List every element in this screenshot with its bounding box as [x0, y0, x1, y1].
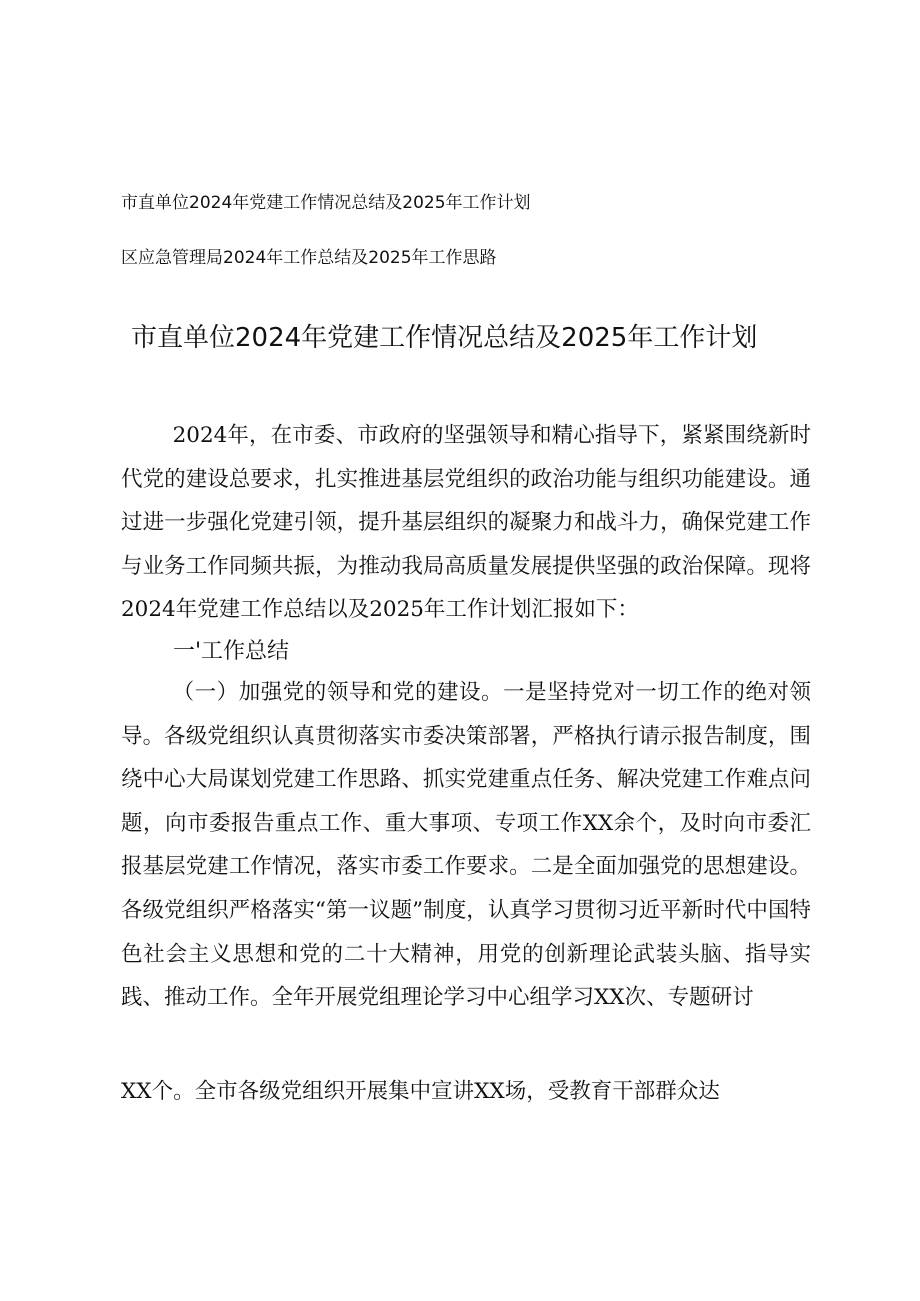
- intro-paragraph: 2024年，在市委、市政府的坚强领导和精心指导下，紧紧围绕新时代党的建设总要求，扎实推进基层党组织的政治功能与组织功能建设。通过进一步强化党建引领，提升基层组织的凝聚力和战斗力，确保党建工作与业务工作同频共振，为推动我局高质量发展提供坚强的政治保障。现将2024年党建工作总结以及2025年工作计划汇报如下：: [121, 423, 811, 623]
- document-title: 市直单位2024年党建工作情况总结及2025年工作计划: [131, 323, 758, 353]
- toc-item-1: 市直单位2024年党建工作情况总结及2025年工作计划: [121, 193, 531, 213]
- toc-item-2: 区应急管理局2024年工作总结及2025年工作思路: [121, 248, 497, 268]
- section-heading: 一'工作总结: [173, 639, 290, 664]
- continuation-line: XX个。全市各级党组织开展集中宣讲XX场，受教育干部群众达: [121, 1079, 720, 1104]
- section-1-paragraph: （一）加强党的领导和党的建设。一是坚持党对一切工作的绝对领导。各级党组织认真贯彻落实市委决策部署，严格执行请示报告制度，围绕中心大局谋划党建工作思路、抓实党建重点任务、解决党建工作难点问题，向市委报告重点工作、重大事项、专项工作XX余个，及时向市委汇报基层党建工作情况，落实市委工作要求。二是全面加强党的思想建设。各级党组织严格落实“第一议题”制度，认真学习贯彻习近平新时代中国特色社会主义思想和党的二十大精神，用党的创新理论武装头脑、指导实践、推动工作。全年开展党组理论学习中心组学习XX次、专题研讨: [121, 680, 811, 1011]
